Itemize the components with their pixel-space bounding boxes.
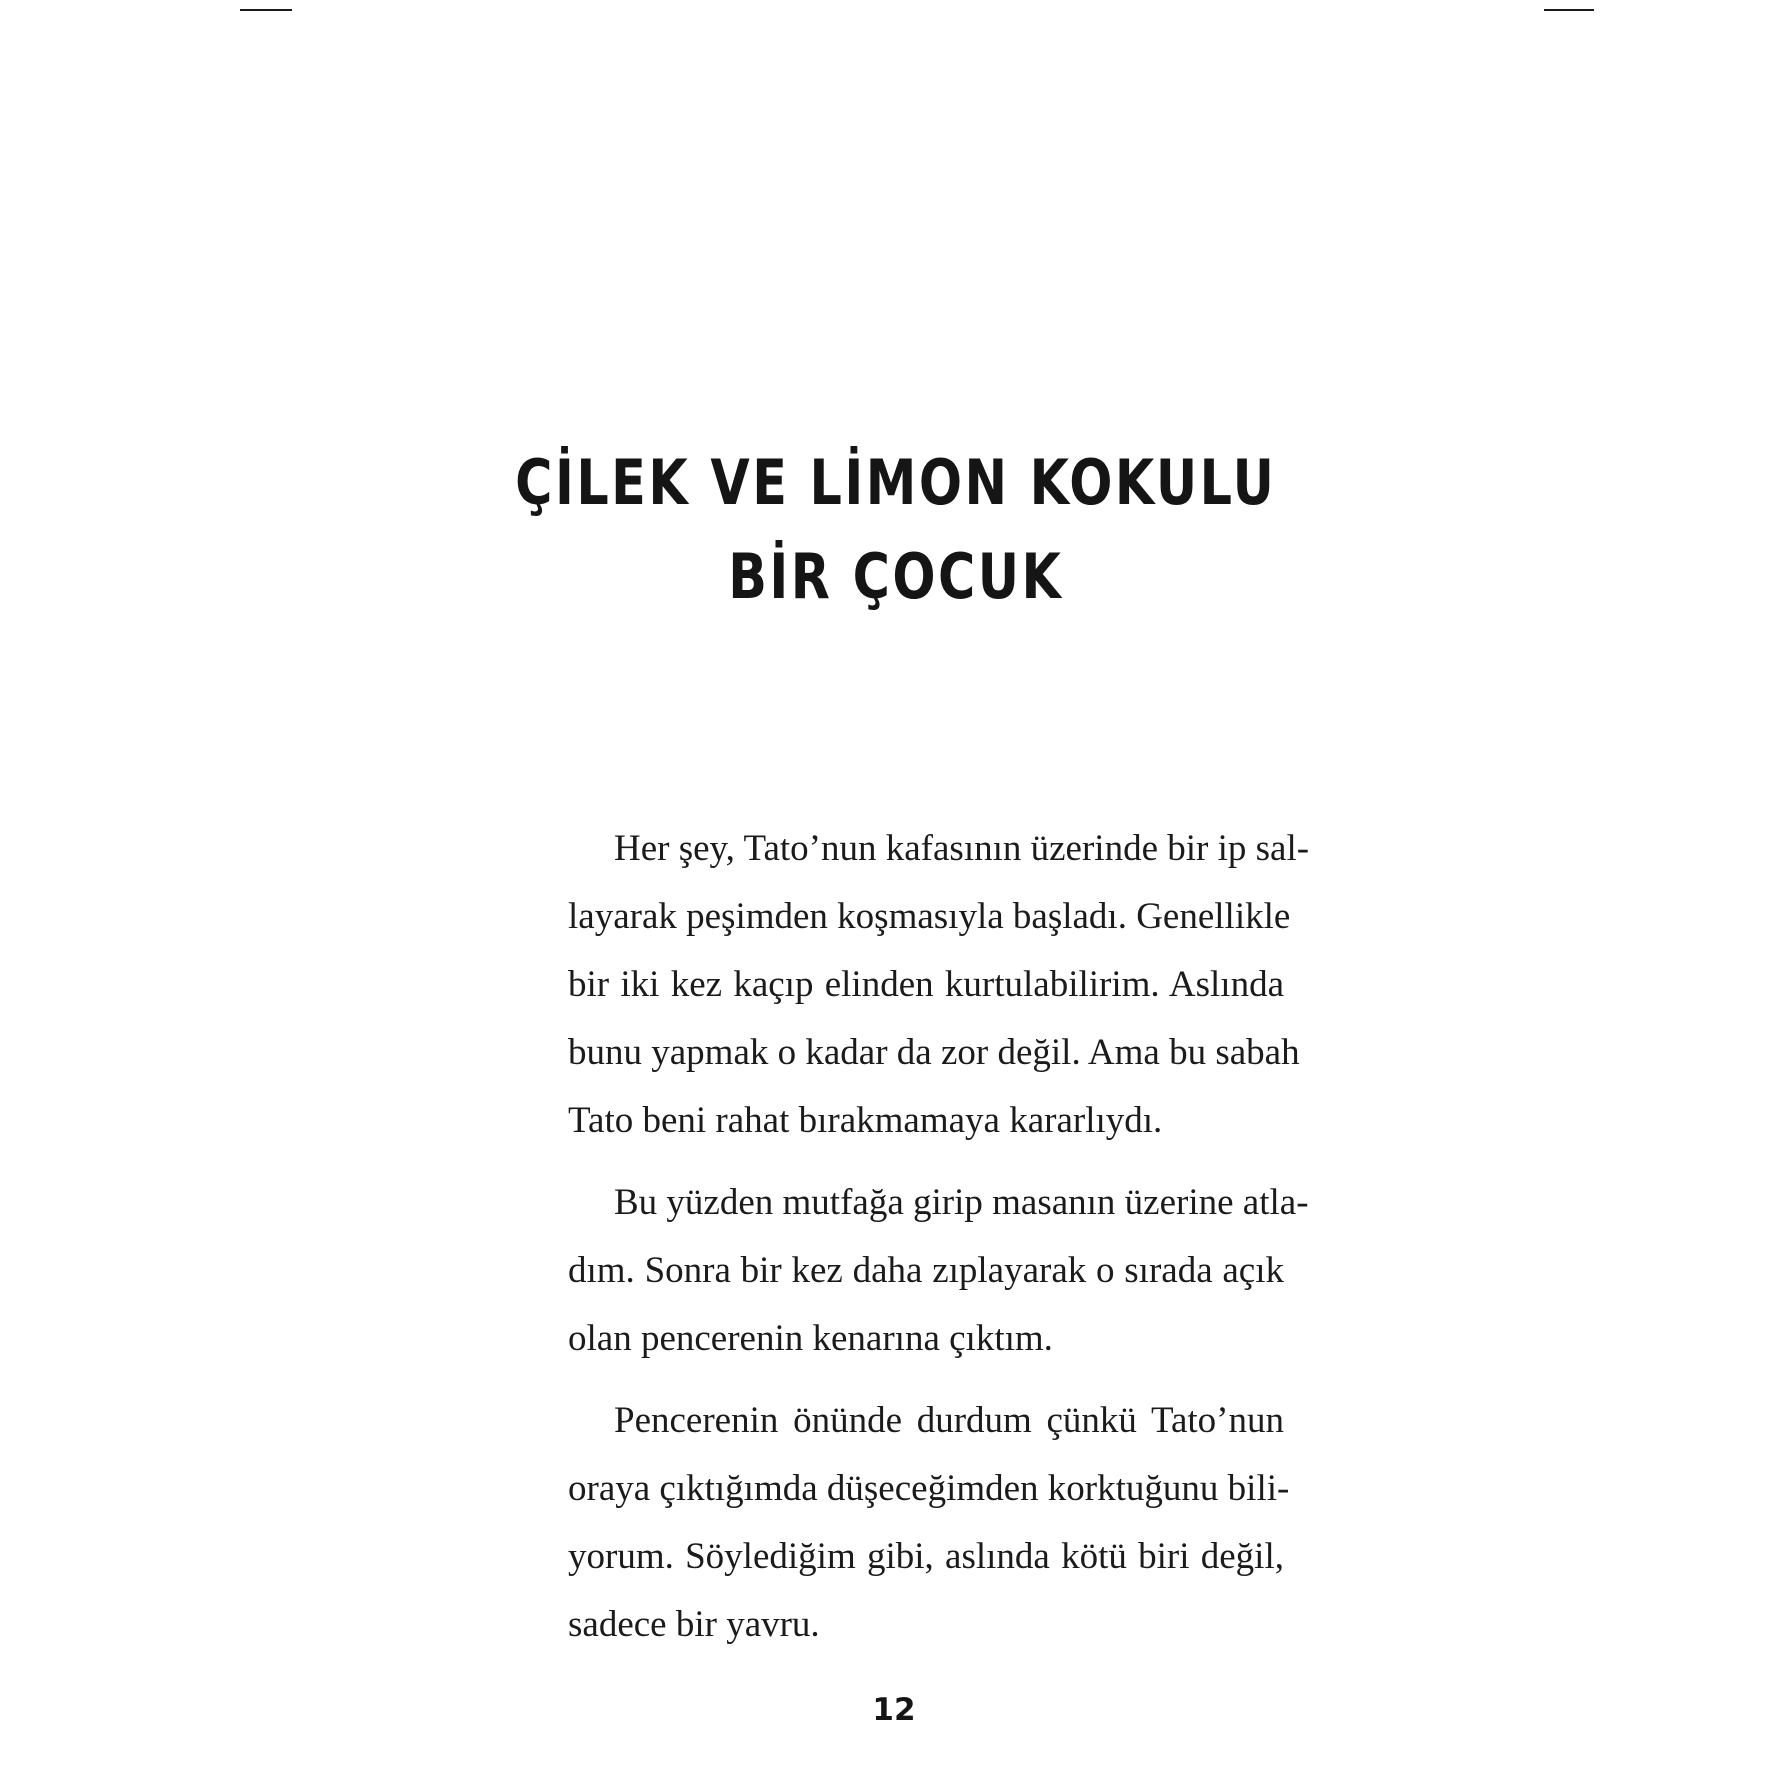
paragraph-3 [522, 1387, 1290, 1659]
body-text [522, 815, 1310, 1673]
text-line: layarak peşimden koşmasıyla başladı. Genellikle [568, 896, 1291, 937]
text-line: Her şey, Tato’nun kafasının üzerinde bir ip sal- [614, 828, 1310, 869]
paragraph-2 [522, 1169, 1309, 1373]
text-line: Pencerenin önünde durdum çünkü Tato’nun [614, 1400, 1284, 1441]
crop-mark-right [1544, 9, 1594, 11]
text-line: Bu yüzden mutfağa girip masanın üzerine atla- [614, 1182, 1309, 1223]
chapter-title-line-1: ÇİLEK VE LİMON KOKULU [515, 446, 1277, 519]
text-line: Tato beni rahat bırakmamaya kararlıydı. [568, 1100, 1163, 1141]
text-line: bir iki kez kaçıp elinden kurtulabilirim. Aslında [568, 964, 1284, 1005]
text-line: olan pencerenin kenarına çıktım. [568, 1318, 1053, 1359]
text-line: sadece bir yavru. [568, 1604, 820, 1645]
text-line: oraya çıktığımda düşeceğimden korktuğunu bili- [568, 1468, 1290, 1509]
page-number: 12 [872, 1692, 916, 1728]
chapter-title [163, 436, 1629, 624]
paragraph-1 [522, 815, 1310, 1155]
chapter-title-line-2: BİR ÇOCUK [728, 540, 1064, 613]
text-line: dım. Sonra bir kez daha zıplayarak o sırada açık [568, 1250, 1284, 1291]
text-line: yorum. Söylediğim gibi, aslında kötü biri değil, [568, 1536, 1284, 1577]
text-line: bunu yapmak o kadar da zor değil. Ama bu sabah [568, 1032, 1300, 1073]
crop-mark-left [240, 9, 292, 11]
